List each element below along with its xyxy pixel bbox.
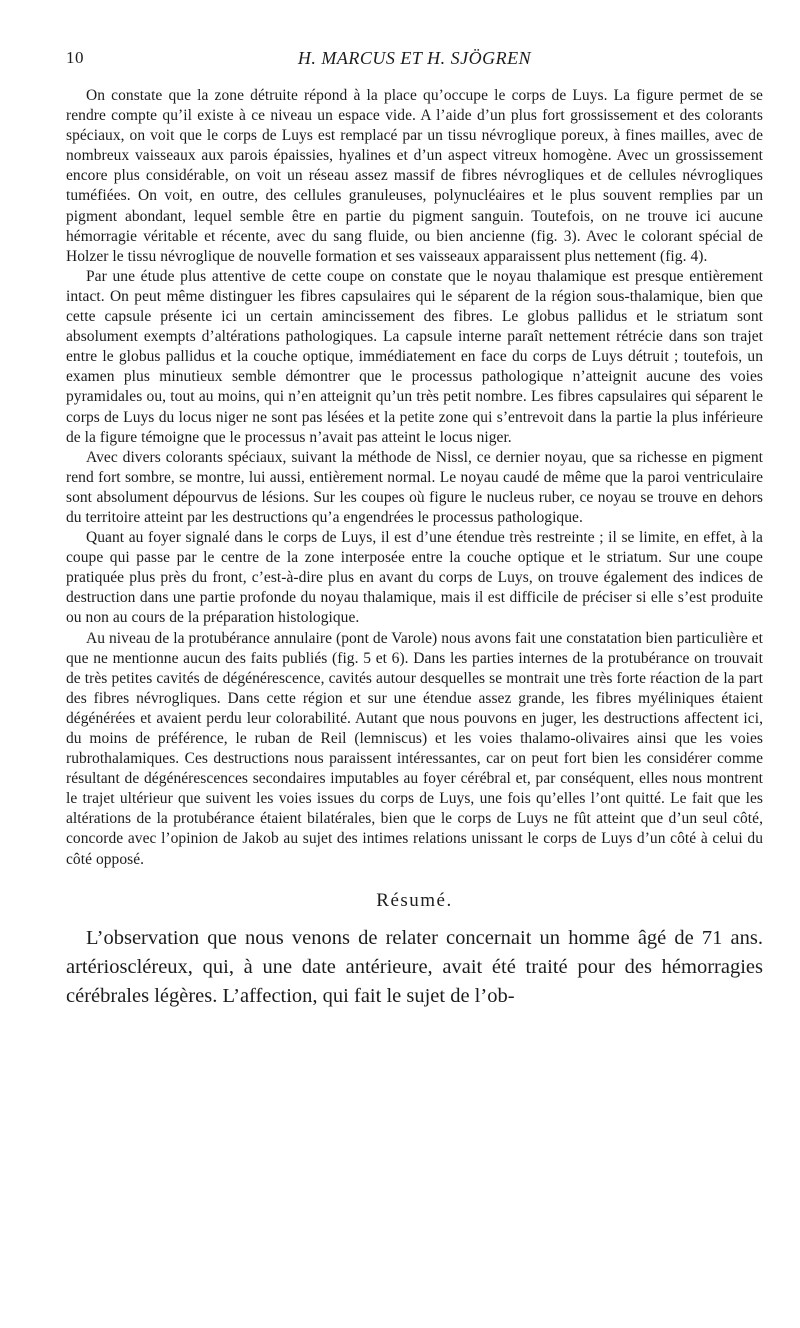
body-text — [66, 86, 763, 870]
summary-paragraph: L’observation que nous venons de relater concernait un homme âgé de 71 ans. artérioscléreux, qui, à une date antérieure, avait été traité pour des hémorragies cérébrales légères. L’affection, qui fait le sujet de l’ob- — [66, 926, 763, 1007]
paragraph: Au niveau de la protubérance annulaire (pont de Varole) nous avons fait une constatation bien particulière et que ne mentionne aucun des faits publiés (fig. 5 et 6). Dans les parties internes de la protubérance on trouvait de très petites cavités de dégénérescence, cavités autour desquelles se montrait une très forte réaction de la part des fibres névrogliques. Dans cette région et sur une étendue assez grande, les fibres myéliniques étaient dégénérées et avaient perdu leur colorabilité. Autant que nous pouvons en juger, les destructions affectent ici, du moins de préférence, le ruban de Reil (lemniscus) et les voies thalamo-olivaires ainsi que les voies rubrothalamiques. Ces destructions nous paraissent intéressantes, car on peut fort bien les considérer comme résultant de dégénérescences secondaires imputables au foyer cérébral et, par conséquent, elles nous montrent le trajet ultérieur que suivent les voies issues du corps de Luys, une fois qu’elles l’ont quitté. Le fait que les altérations de la protubérance étaient bilatérales, bien que le corps de Luys ne fût atteint que d’un seul côté, concorde avec l’opinion de Jakob au sujet des intimes relations unissant le corps de Luys d’un côté à celui du côté opposé. — [66, 629, 763, 868]
paragraph: Avec divers colorants spéciaux, suivant la méthode de Nissl, ce dernier noyau, que sa richesse en pigment rend fort sombre, se montre, lui aussi, entièrement normal. Le noyau caudé de même que la paroi ventriculaire sont absolument dépourvus de lésions. Sur les coupes où figure le nucleus ruber, ce noyau se trouve en dehors du territoire atteint par les destructions qu’a engendrées le processus pathologique. — [66, 448, 763, 526]
paragraph: On constate que la zone détruite répond à la place qu’occupe le corps de Luys. La figure permet de se rendre compte qu’il existe à ce niveau un espace vide. A l’aide d’un plus fort grossissement et des colorants spéciaux, on voit que le corps de Luys est remplacé par un tissu névroglique poreux, à fines mailles, avec de nombreux vaisseaux aux parois épaissies, hyalines et d’un aspect vitreux homogène. Avec un grossissement encore plus considérable, on voit un réseau assez massif de fibres névrogliques et de cellules névrogliques tuméfiées. On voit, en outre, des cellules granuleuses, polynucléaires et le plus souvent remplies par un pigment abondant, lequel semble être en partie du pigment sanguin. Toutefois, on ne trouve ici aucune hémorragie véritable et récente, avec du sang fluide, ou bien ancienne (fig. 3). Avec le colorant spécial de Holzer le tissu névroglique de nouvelle formation et ses vaisseaux apparaissent plus nettement (fig. 4). — [66, 87, 763, 265]
paragraph: Par une étude plus attentive de cette coupe on constate que le noyau thalamique est presque entièrement intact. On peut même distinguer les fibres capsulaires qui le séparent de la région sous-thalamique, bien que cette capsule présente ici un certain amincissement des fibres. Le globus pallidus et le striatum sont absolument exempts d’altérations pathologiques. La capsule interne paraît nettement rétrécie dans son trajet entre le globus pallidus et la couche optique, immédiatement en face du corps de Luys détruit ; toutefois, un examen plus minutieux semble démontrer que le processus pathologique n’atteignit aucune des voies pyramidales ou, tout au moins, qui n’en atteignit qu’un très petit nombre. Les fibres capsulaires qui séparent le corps de Luys du locus niger ne sont pas lésées et la petite zone qui s’entrevoit dans la partie la plus inférieure de la figure témoigne que le processus n’avait pas atteint le locus niger. — [66, 267, 763, 446]
page-number: 10 — [66, 48, 84, 67]
section-title: Résumé. — [376, 889, 453, 911]
summary-section — [66, 924, 763, 1011]
running-head: H. MARCUS ET H. SJÖGREN — [297, 48, 532, 68]
paragraph: Quant au foyer signalé dans le corps de Luys, il est d’une étendue très restreinte ; il se limite, en effet, à la coupe qui passe par le centre de la zone interposée entre la couche optique et le striatum. Sur une coupe pratiquée plus près du front, c’est-à-dire plus en avant du corps de Luys, on trouve également des indices de destruction dans une partie profonde du noyau thalamique, mais il est difficile de préciser si elle s’est produite ou non au cours de la préparation histologique. — [66, 529, 763, 627]
page-header — [66, 44, 763, 74]
